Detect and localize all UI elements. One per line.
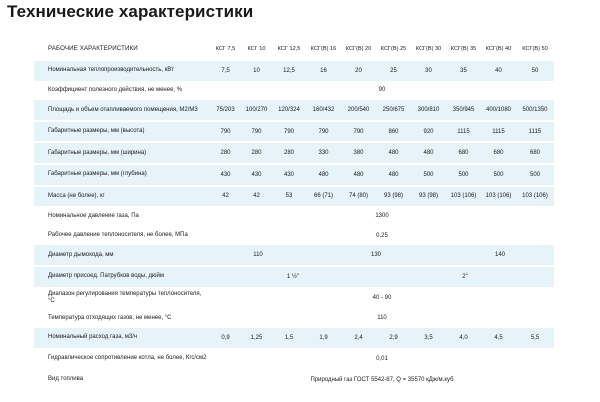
table-row xyxy=(34,328,554,348)
row-label: Коэффициент полезного действия, не менее, % xyxy=(48,86,183,93)
cell-value: 2,9 xyxy=(376,328,411,348)
row-label: Площадь и объем отапливаемого помещения, М2/М3 xyxy=(34,100,210,121)
row-label: Гидравлическое сопротивление котла, не более, Кгс/см2 xyxy=(48,355,207,362)
cell-value: 1115 xyxy=(446,121,481,143)
cell-value: 790 xyxy=(306,121,341,143)
cell-value: 42 xyxy=(241,186,272,207)
cell-value: 480 xyxy=(376,142,411,164)
cell-value: 300/810 xyxy=(411,100,446,121)
cell-value: 480 xyxy=(376,164,411,186)
cell-value: 2" xyxy=(376,266,554,287)
header-model: КСГ 10 xyxy=(247,46,266,52)
cell-value: 93 (98) xyxy=(376,186,411,207)
cell-value: 120/324 xyxy=(272,100,306,121)
row-label: Рабочее давление теплоносителя, не более, МПа xyxy=(48,232,188,239)
table-row xyxy=(34,61,554,81)
cell-value: 920 xyxy=(411,121,446,143)
cell-value: 500 xyxy=(446,164,481,186)
row-label: Диаметр присоед. Патрубков воды, дюйм xyxy=(34,266,210,287)
row-label: Диапазон регулирования температуры теплоносителя, °С xyxy=(48,290,202,304)
cell-value: 1,9 xyxy=(306,328,341,348)
cell-value: 790 xyxy=(272,121,306,143)
cell-value: 0,25 xyxy=(376,232,388,239)
cell-value: 280 xyxy=(241,142,272,164)
row-label: Температура отходящих газов, не менее, °С xyxy=(48,314,172,321)
cell-value: 25 xyxy=(376,61,411,81)
cell-value: 1115 xyxy=(481,121,516,143)
table-row xyxy=(34,206,554,226)
cell-value: 500/1350 xyxy=(516,100,554,121)
header-param: РАБОЧИЕ ХАРАКТЕРИСТИКИ xyxy=(48,45,138,53)
cell-value: 53 xyxy=(272,186,306,207)
cell-value: 350/945 xyxy=(446,100,481,121)
table-row xyxy=(34,266,554,287)
row-label: Номинальное давление газа, Па xyxy=(48,212,139,219)
row-label: Номинальный расход газа, м3/ч xyxy=(34,328,210,348)
page-title: Технические характеристики xyxy=(7,2,254,21)
cell-value: 1115 xyxy=(516,121,554,143)
cell-value: 790 xyxy=(241,121,272,143)
row-label: Номинальная теплопроизводительность, кВт xyxy=(34,61,210,81)
cell-value: 280 xyxy=(210,142,241,164)
cell-value: 680 xyxy=(516,142,554,164)
cell-value: 16 xyxy=(306,61,341,81)
cell-value: 4,0 xyxy=(446,328,481,348)
cell-value: 1 ½" xyxy=(210,266,376,287)
header-model: КСГ(В) 16 xyxy=(310,46,337,52)
cell-value: 1,5 xyxy=(272,328,306,348)
cell-value: 110 xyxy=(210,245,306,266)
cell-value: 860 xyxy=(376,121,411,143)
cell-value: 35 xyxy=(446,61,481,81)
header-model: КСГ 12,5 xyxy=(277,46,301,52)
table-row xyxy=(34,164,554,186)
header-model: КСГ 7,5 xyxy=(215,46,236,52)
cell-value: 280 xyxy=(272,142,306,164)
table-row xyxy=(34,226,554,246)
cell-value: 40 xyxy=(481,61,516,81)
row-label: Масса (не более), кг xyxy=(34,186,210,207)
cell-value: 400/1080 xyxy=(481,100,516,121)
cell-value: 330 xyxy=(306,142,341,164)
cell-value: 430 xyxy=(272,164,306,186)
table-row xyxy=(34,100,554,121)
header-row xyxy=(34,37,554,61)
cell-value: 160/432 xyxy=(306,100,341,121)
cell-value: 66 (71) xyxy=(306,186,341,207)
cell-value: 430 xyxy=(241,164,272,186)
cell-value: 680 xyxy=(481,142,516,164)
cell-value: 103 (106) xyxy=(516,186,554,207)
cell-value: 93 (98) xyxy=(411,186,446,207)
table-row xyxy=(34,370,554,390)
row-label: Габаритные размеры, мм (глубина) xyxy=(34,164,210,186)
cell-value: 1,25 xyxy=(241,328,272,348)
cell-value: 7,5 xyxy=(210,61,241,81)
cell-value: 100/270 xyxy=(241,100,272,121)
cell-value: 0,01 xyxy=(376,355,388,362)
cell-value: Природный газ ГОСТ 5542-87, Q = 35570 кДж/м.куб xyxy=(310,376,454,383)
cell-value: 103 (106) xyxy=(446,186,481,207)
cell-value: 380 xyxy=(341,142,376,164)
cell-value: 40 - 90 xyxy=(372,294,392,301)
specs-table xyxy=(34,37,554,389)
cell-value: 5,5 xyxy=(516,328,554,348)
table-row xyxy=(34,245,554,266)
table-row xyxy=(34,309,554,329)
cell-value: 480 xyxy=(341,164,376,186)
cell-value: 140 xyxy=(446,245,554,266)
table-row xyxy=(34,287,554,309)
cell-value: 4,5 xyxy=(481,328,516,348)
row-label: Габаритные размеры, мм (высота) xyxy=(34,121,210,143)
cell-value: 500 xyxy=(516,164,554,186)
table-row xyxy=(34,142,554,164)
cell-value: 90 xyxy=(378,87,386,94)
cell-value: 3,5 xyxy=(411,328,446,348)
cell-value: 0,9 xyxy=(210,328,241,348)
cell-value: 110 xyxy=(377,315,387,322)
cell-value: 1300 xyxy=(375,212,389,219)
cell-value: 10 xyxy=(241,61,272,81)
cell-value: 680 xyxy=(446,142,481,164)
cell-value: 480 xyxy=(306,164,341,186)
cell-value: 50 xyxy=(516,61,554,81)
cell-value: 42 xyxy=(210,186,241,207)
cell-value: 200/540 xyxy=(341,100,376,121)
header-model: КСГ(В) 50 xyxy=(522,46,548,52)
cell-value: 250/675 xyxy=(376,100,411,121)
row-label: Габаритные размеры, мм (ширина) xyxy=(34,142,210,164)
cell-value: 430 xyxy=(210,164,241,186)
cell-value: 20 xyxy=(341,61,376,81)
header-model: КСГ(В) 25 xyxy=(380,46,407,52)
cell-value: 103 (106) xyxy=(481,186,516,207)
row-label: Вид топлива xyxy=(48,376,84,383)
cell-value: 790 xyxy=(341,121,376,143)
cell-value: 500 xyxy=(481,164,516,186)
cell-value: 74 (80) xyxy=(341,186,376,207)
table-row xyxy=(34,81,554,101)
cell-value: 480 xyxy=(411,142,446,164)
row-label: Диаметр дымохода, мм xyxy=(34,245,210,266)
cell-value: 30 xyxy=(411,61,446,81)
cell-value: 75/203 xyxy=(210,100,241,121)
header-model: КСГ(В) 35 xyxy=(450,46,477,52)
cell-value: 12,5 xyxy=(272,61,306,81)
cell-value: 130 xyxy=(306,245,446,266)
header-model: КСГ(В) 30 xyxy=(415,46,442,52)
cell-value: 500 xyxy=(411,164,446,186)
table-row xyxy=(34,186,554,207)
cell-value: 2,4 xyxy=(341,328,376,348)
header-model: КСГ(В) 20 xyxy=(345,46,372,52)
table-row xyxy=(34,348,554,370)
cell-value: 790 xyxy=(210,121,241,143)
table-row xyxy=(34,121,554,143)
header-model: КСГ(В) 40 xyxy=(485,46,512,52)
